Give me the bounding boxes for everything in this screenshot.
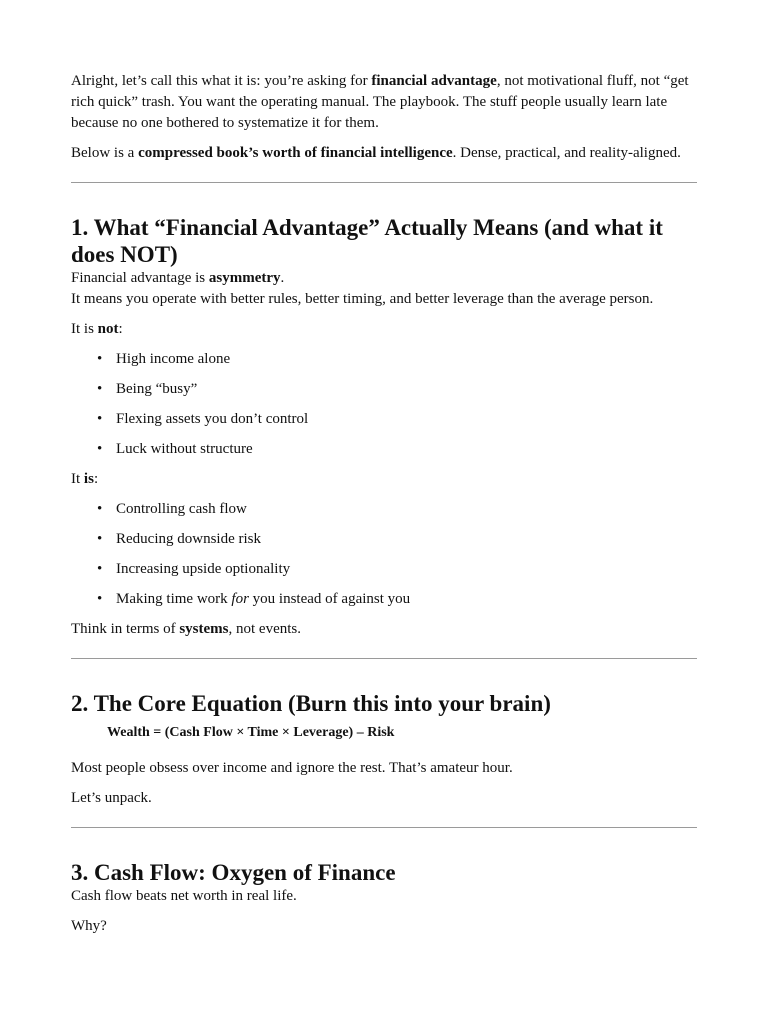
list-item bbox=[97, 589, 697, 610]
is-bold: is bbox=[83, 471, 94, 487]
definition-text: Financial advantage is bbox=[71, 270, 209, 286]
summary-text: Below is a bbox=[71, 145, 139, 161]
summary-bold-phrase: compressed book’s worth of financial intelligence bbox=[138, 145, 453, 161]
core-equation: Wealth = (Cash Flow × Time × Leverage) – Risk bbox=[107, 725, 395, 740]
list-item-text: Making time work bbox=[116, 591, 232, 607]
is-prefix: It bbox=[71, 471, 84, 487]
section-3-heading: 3. Cash Flow: Oxygen of Finance bbox=[71, 860, 396, 885]
is-list bbox=[71, 499, 697, 610]
section-3-paragraph: Why? bbox=[71, 918, 107, 934]
is-not-suffix: : bbox=[118, 321, 123, 337]
is-not-prefix: It is bbox=[71, 321, 98, 337]
intro-text: , not motivational fluff, not “get rich quick” trash. You want the operating manual. The playbook. The stuff people usually learn late because no one bothered to systematize it for them. bbox=[71, 73, 689, 131]
section-divider bbox=[71, 827, 697, 828]
systems-bold: systems bbox=[179, 621, 229, 637]
is-suffix: : bbox=[93, 471, 99, 487]
systems-text: , not events. bbox=[228, 621, 301, 637]
list-item-text: you instead of against you bbox=[248, 591, 411, 607]
intro-bold-phrase: financial advantage bbox=[371, 73, 497, 89]
list-item-italic: for bbox=[231, 591, 249, 607]
is-not-list bbox=[71, 349, 697, 460]
definition-paragraph bbox=[71, 268, 697, 310]
list-item: • High income alone bbox=[97, 349, 697, 370]
is-label bbox=[71, 469, 697, 490]
definition-line-2: It means you operate with better rules, better timing, and better leverage than the average person. bbox=[71, 291, 654, 307]
list-item: • Increasing upside optionality bbox=[97, 559, 697, 580]
list-item: • Being “busy” bbox=[97, 379, 697, 400]
section-2-heading: 2. The Core Equation (Burn this into your brain) bbox=[71, 691, 551, 716]
list-item: • Controlling cash flow bbox=[97, 499, 697, 520]
section-2-paragraph: Let’s unpack. bbox=[71, 790, 152, 806]
definition-bold: asymmetry bbox=[208, 270, 281, 286]
is-not-bold: not bbox=[97, 321, 119, 337]
is-not-label bbox=[71, 319, 697, 340]
section-divider bbox=[71, 658, 697, 659]
list-item: • Flexing assets you don’t control bbox=[97, 409, 697, 430]
intro-paragraph bbox=[71, 71, 697, 134]
section-3-paragraph: Cash flow beats net worth in real life. bbox=[71, 888, 297, 904]
section-2-paragraph: Most people obsess over income and ignore the rest. That’s amateur hour. bbox=[71, 760, 513, 776]
intro-text: Alright, let’s call this what it is: you’re asking for bbox=[71, 73, 372, 89]
list-item: • Reducing downside risk bbox=[97, 529, 697, 550]
list-item: • Luck without structure bbox=[97, 439, 697, 460]
summary-text: . Dense, practical, and reality-aligned. bbox=[452, 145, 681, 161]
definition-text: . bbox=[280, 270, 285, 286]
intro-summary bbox=[71, 143, 697, 164]
systems-text: Think in terms of bbox=[71, 621, 180, 637]
systems-paragraph bbox=[71, 619, 697, 640]
section-divider bbox=[71, 182, 697, 183]
section-1-heading: 1. What “Financial Advantage” Actually Means (and what it does NOT) bbox=[71, 215, 663, 267]
